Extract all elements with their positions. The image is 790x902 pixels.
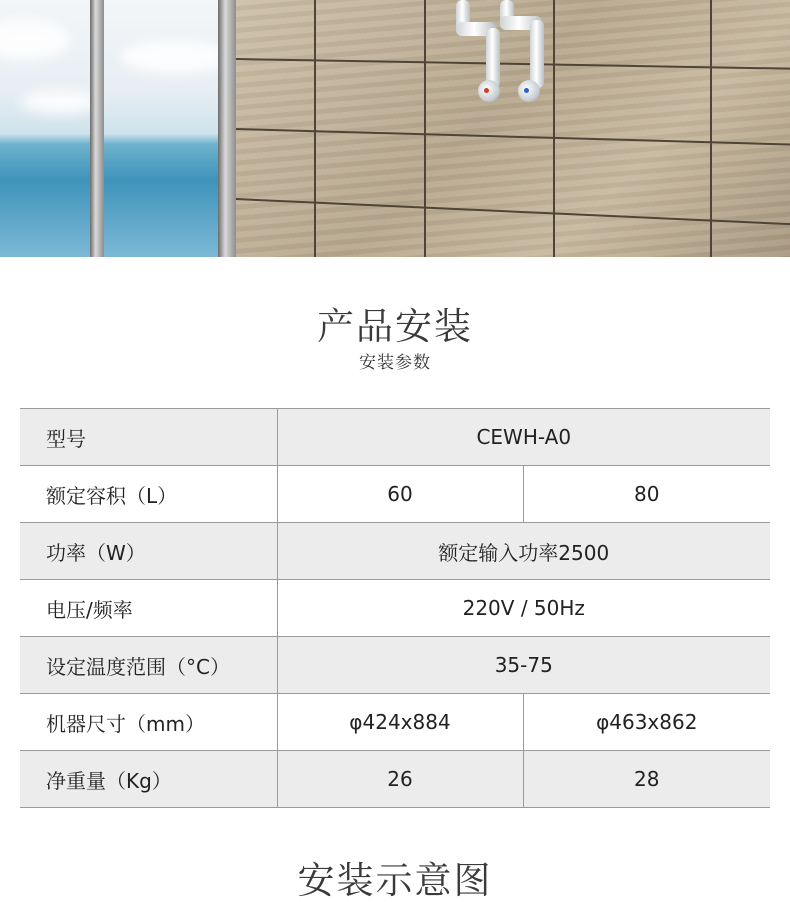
spec-label: 净重量（Kg） xyxy=(20,751,277,808)
spec-value: 35-75 xyxy=(277,637,770,694)
spec-value: φ463x862 xyxy=(523,694,770,751)
spec-row-dimensions xyxy=(20,694,770,751)
window-sea-view xyxy=(0,0,236,257)
spec-row-model xyxy=(20,409,770,466)
hero-image xyxy=(0,0,790,257)
cold-valve-icon xyxy=(518,80,540,102)
spec-row-voltage xyxy=(20,580,770,637)
window-frame xyxy=(90,0,104,257)
spec-label: 额定容积（L） xyxy=(20,466,277,523)
spec-value: CEWH-A0 xyxy=(277,409,770,466)
spec-value: 28 xyxy=(523,751,770,808)
spec-value: φ424x884 xyxy=(277,694,523,751)
water-pipe xyxy=(486,28,500,88)
next-section-title: 安装示意图 xyxy=(297,859,493,902)
spec-value: 80 xyxy=(523,466,770,523)
cold-indicator-icon xyxy=(524,88,529,93)
hot-valve-icon xyxy=(478,80,500,102)
spec-table xyxy=(20,408,770,808)
spec-label: 设定温度范围（°C） xyxy=(20,637,277,694)
spec-row-power xyxy=(20,523,770,580)
spec-row-weight xyxy=(20,751,770,808)
spec-value: 60 xyxy=(277,466,523,523)
spec-row-capacity xyxy=(20,466,770,523)
spec-value: 额定输入功率2500 xyxy=(277,523,770,580)
spec-value: 220V / 50Hz xyxy=(277,580,770,637)
hot-indicator-icon xyxy=(484,88,489,93)
spec-row-temperature xyxy=(20,637,770,694)
spec-label: 型号 xyxy=(20,409,277,466)
section-subtitle: 安装参数 xyxy=(359,353,431,373)
water-pipe xyxy=(530,20,544,88)
spec-label: 功率（W） xyxy=(20,523,277,580)
spec-label: 机器尺寸（mm） xyxy=(20,694,277,751)
window-frame xyxy=(218,0,236,257)
section-title: 产品安装 xyxy=(317,305,473,348)
spec-label: 电压/频率 xyxy=(20,580,277,637)
spec-value: 26 xyxy=(277,751,523,808)
